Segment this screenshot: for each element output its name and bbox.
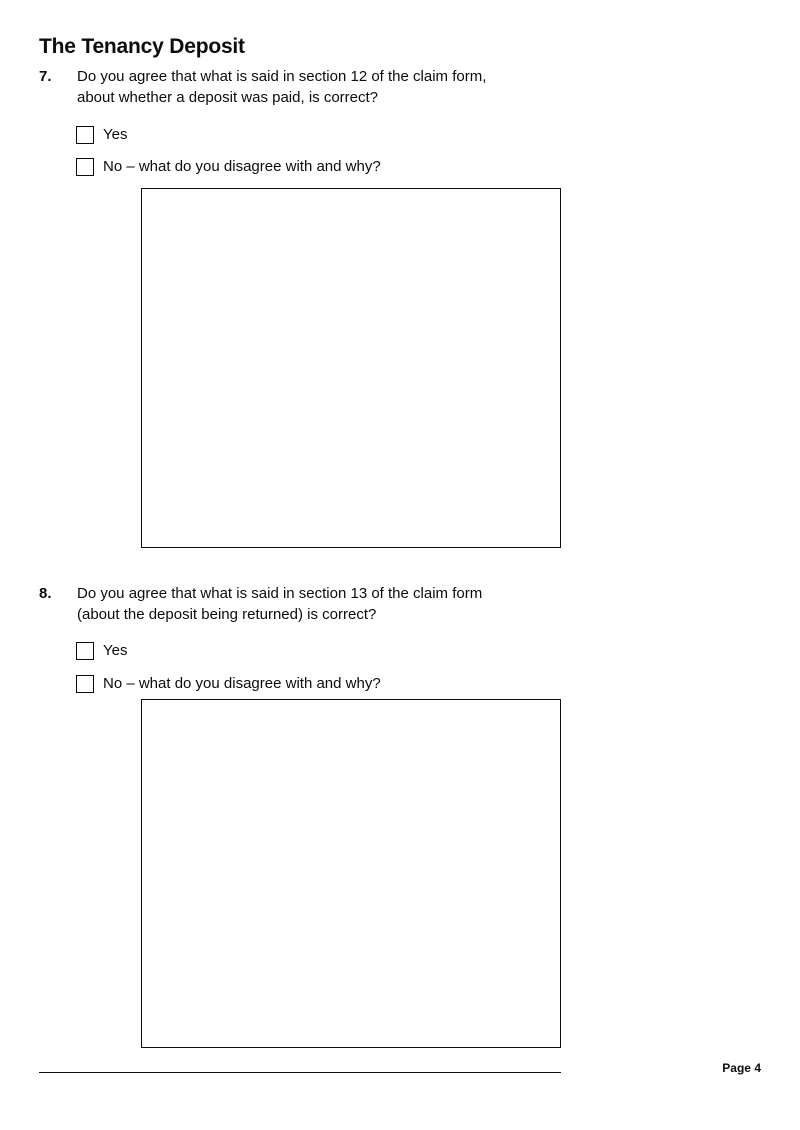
question-8-yes-checkbox[interactable]	[76, 642, 94, 660]
page-number: Page 4	[722, 1061, 761, 1075]
question-8-no-checkbox[interactable]	[76, 675, 94, 693]
question-8-yes-label: Yes	[103, 642, 128, 659]
question-7-no-checkbox[interactable]	[76, 158, 94, 176]
question-8-option-no[interactable]	[76, 674, 381, 694]
question-7-text-line2: about whether a deposit was paid, is correct?	[77, 89, 379, 106]
question-7-text	[77, 66, 557, 108]
question-8-number: 8.	[39, 585, 52, 602]
question-7-option-yes[interactable]	[76, 125, 127, 145]
section-title: The Tenancy Deposit	[39, 35, 245, 58]
question-8-answer-box[interactable]	[141, 699, 561, 1048]
question-7-no-label: No – what do you disagree with and why?	[103, 158, 381, 175]
question-7-yes-checkbox[interactable]	[76, 126, 94, 144]
question-7-option-no[interactable]	[76, 157, 381, 177]
question-8-text-line1: Do you agree that what is said in section 13 of the claim form	[77, 585, 483, 602]
footer-divider	[39, 1072, 561, 1073]
question-8-option-yes[interactable]	[76, 641, 127, 661]
question-7-number: 7.	[39, 68, 52, 85]
question-7-answer-box[interactable]	[141, 188, 561, 548]
question-7-text-line1: Do you agree that what is said in section 12 of the claim form,	[77, 68, 487, 85]
question-7-yes-label: Yes	[103, 126, 128, 143]
question-8-no-label: No – what do you disagree with and why?	[103, 675, 381, 692]
question-8-text	[77, 583, 557, 625]
question-8-text-line2: (about the deposit being returned) is correct?	[77, 606, 377, 623]
